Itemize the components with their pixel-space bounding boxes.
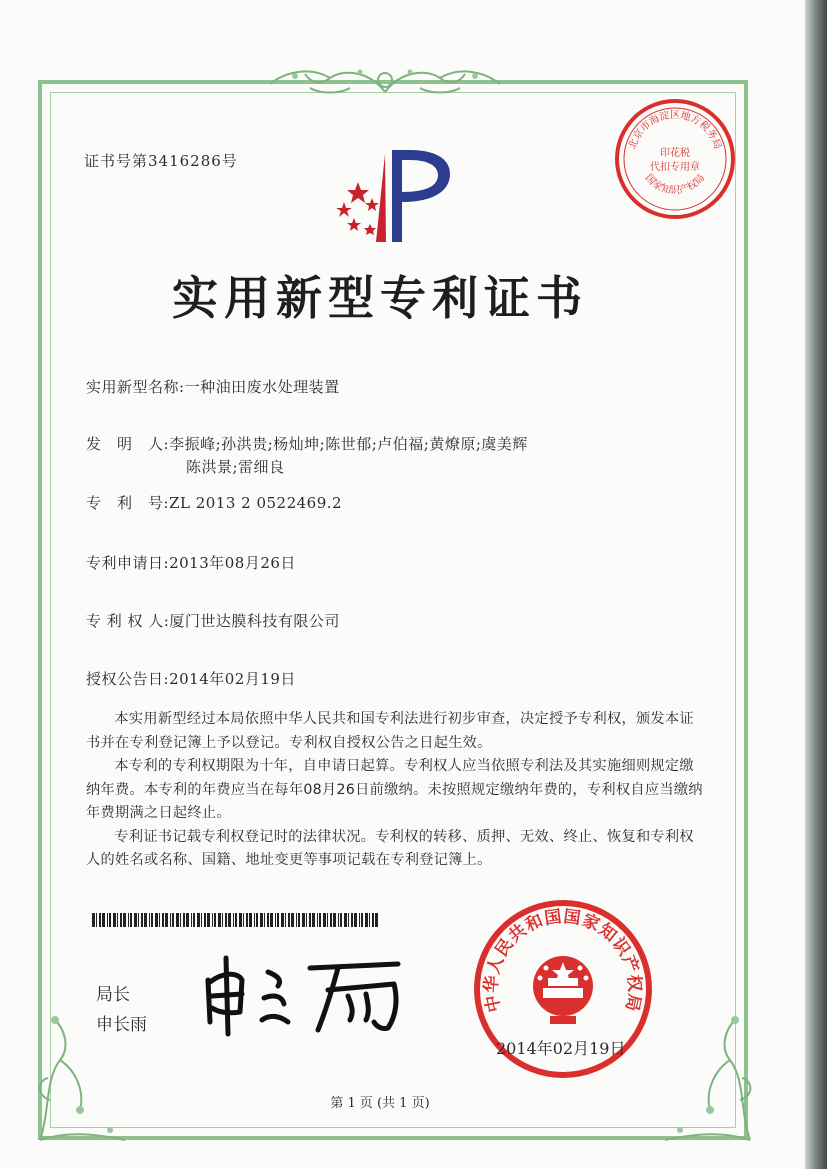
- body-paragraph-3: 专利证书记载专利权登记时的法律状况。专利权的转移、质押、无效、终止、恢复和专利权人的姓名或名称、国籍、地址变更等事项记载在专利登记簿上。: [86, 828, 694, 868]
- filing-date-row: [86, 552, 296, 573]
- seal-date: 2014年02月19日: [496, 1039, 626, 1058]
- grant-date-value: 2014年02月19日: [169, 670, 296, 688]
- utility-model-name-row: [86, 376, 340, 397]
- tax-stamp-ring-text: 北京市海淀区地方税务局: [627, 110, 723, 151]
- top-ornament: [250, 62, 520, 98]
- utility-model-name-value: 一种油田废水处理装置: [184, 378, 340, 396]
- tax-stamp-center-line1: 印花税: [660, 148, 690, 159]
- page-number: 第 1 页 (共 1 页): [330, 1096, 430, 1111]
- filing-date-label: 专利申请日:: [86, 554, 170, 572]
- patentee-label: 专 利 权 人:: [86, 612, 170, 630]
- seal-ring-text: 中华人民共和国国家知识产权局: [481, 906, 645, 1014]
- body-paragraph-2: 本专利的专利权期限为十年，自申请日起算。专利权人应当依照专利法及其实施细则规定缴纳年费。本专利的年费应当在每年08月26日前缴纳。未按照规定缴纳年费的，专利权自应当缴纳年费期满之日起终止。: [86, 758, 703, 821]
- patent-number-label: 专 利 号:: [86, 494, 170, 512]
- filing-date-value: 2013年08月26日: [169, 554, 296, 572]
- inventors-value-line1: 李振峰;孙洪贵;杨灿坤;陈世郁;卢伯福;黄燎原;虞美辉: [169, 435, 528, 453]
- handwritten-signature: [198, 950, 418, 1040]
- svg-text:国家知识产权局: [643, 172, 708, 197]
- tax-stamp: [612, 96, 738, 222]
- director-name: 申长雨: [96, 1015, 147, 1035]
- patent-number-row: [86, 492, 342, 513]
- patent-number-value: ZL 2013 2 0522469.2: [169, 494, 343, 512]
- inventors-row-2: [186, 456, 285, 477]
- certificate-number: 证书号第3416286号: [84, 152, 238, 170]
- bottom-right-ornament: [650, 1000, 760, 1150]
- certificate-title: 实用新型专利证书: [172, 271, 588, 325]
- inventors-value-line2: 陈洪景;雷细良: [186, 458, 285, 476]
- tax-stamp-bottom-text: 国家知识产权局: [642, 172, 708, 197]
- patentee-row: [86, 610, 340, 631]
- director-title: 局长: [96, 985, 130, 1005]
- patentee-value: 厦门世达膜科技有限公司: [169, 612, 340, 630]
- utility-model-name-label: 实用新型名称:: [86, 378, 185, 396]
- grant-date-label: 授权公告日:: [86, 670, 170, 688]
- national-emblem: [533, 956, 593, 1024]
- inventors-label: 发 明 人:: [86, 435, 170, 453]
- svg-text:北京市海淀区地方税务局: [626, 108, 723, 150]
- tax-stamp-center-line2: 代扣专用章: [650, 162, 700, 173]
- certificate-body: [86, 708, 706, 873]
- patent-office-logo: [330, 142, 460, 252]
- scan-edge: [805, 0, 827, 1169]
- body-paragraph-1: 本实用新型经过本局依照中华人民共和国专利法进行初步审查，决定授予专利权，颁发本证书并在专利登记簿上予以登记。专利权自授权公告之日起生效。: [86, 711, 694, 751]
- grant-date-row: [86, 668, 296, 689]
- barcode: [92, 913, 382, 927]
- inventors-row: [86, 433, 528, 454]
